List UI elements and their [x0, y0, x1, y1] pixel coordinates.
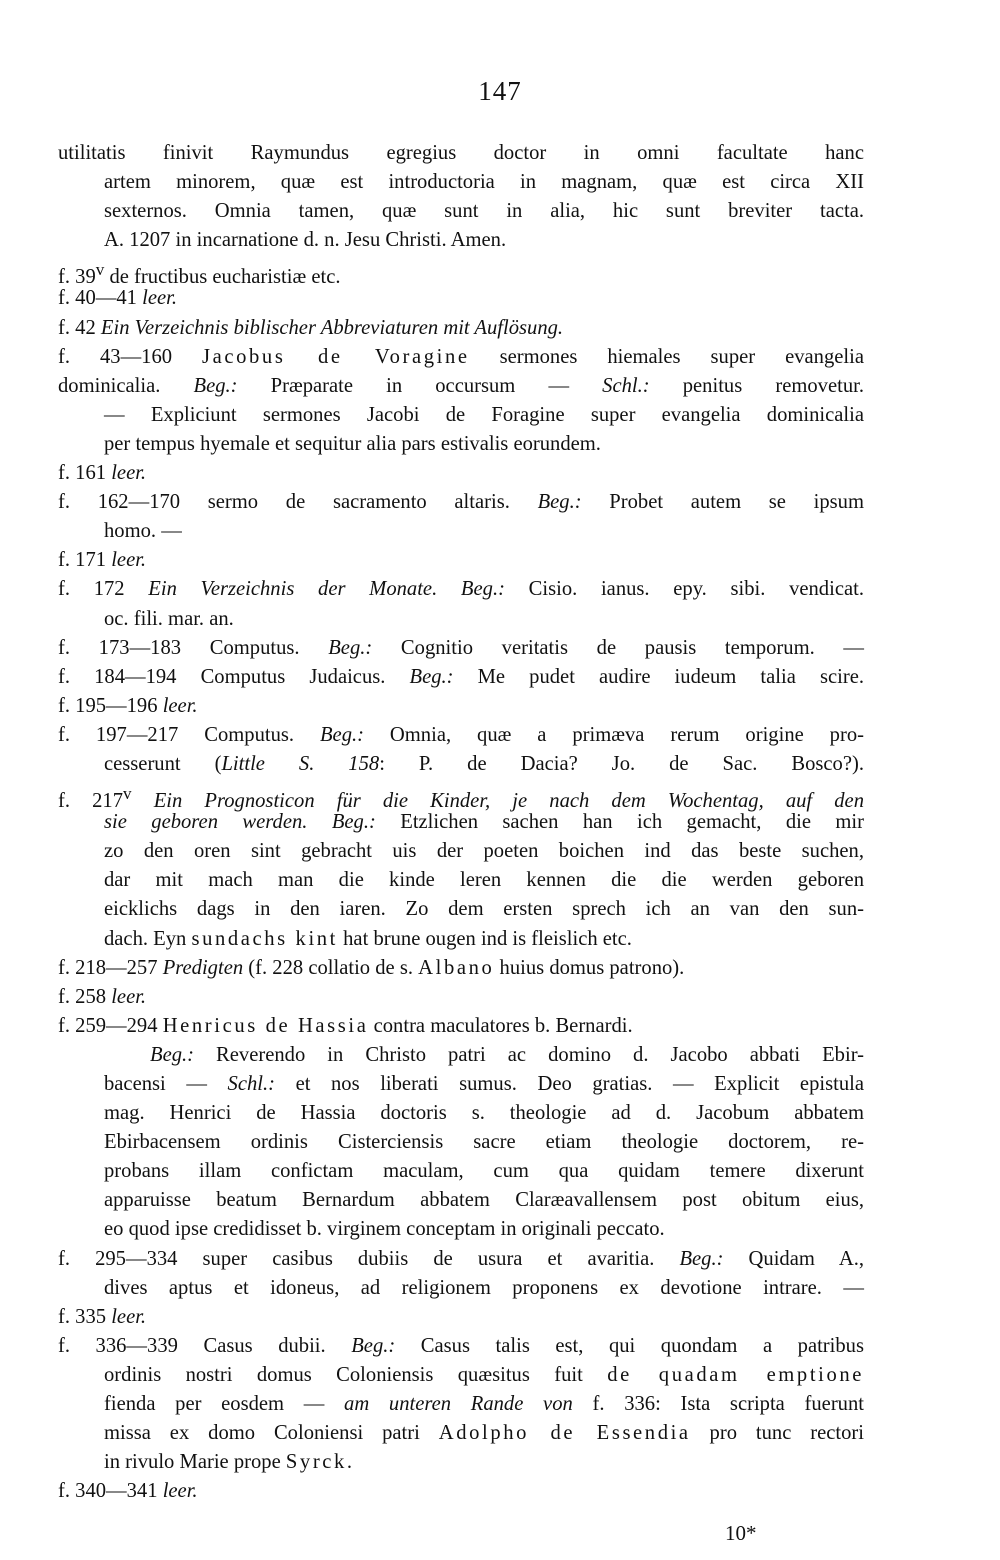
text-segment: Henricus de Hassia [162, 1014, 369, 1037]
text-line [58, 197, 864, 226]
text-segment: bacensi — [104, 1073, 228, 1095]
text-segment: missa ex domo Coloniensi patri [104, 1422, 439, 1445]
text-segment: artem minorem, quæ est introductoria in magnam, quæ est circa XII [104, 171, 864, 194]
text-segment: zo den oren sint gebracht uis der poeten boichen ind das beste suchen, [104, 840, 864, 863]
text-line [58, 1303, 864, 1332]
text-segment: utilitatis finivit Raymundus egregius doctor in omni facultate hanc [58, 142, 864, 164]
text-segment: Ebirbacensem ordinis Cisterciensis sacre etiam theologie doctorem, re- [104, 1131, 864, 1154]
manuscript-description-text [58, 139, 864, 1506]
text-line [58, 1245, 864, 1274]
text-segment: f. 217 [58, 789, 124, 812]
text-segment: f. 173—183 Computus. [58, 636, 329, 659]
text-line [58, 314, 864, 343]
text-line [58, 1390, 864, 1419]
text-segment: Ein Verzeichnis biblischer Abbreviaturen mit Auflösung. [100, 316, 564, 339]
text-line [58, 866, 864, 895]
text-line [58, 634, 864, 663]
text-line [58, 517, 864, 546]
text-segment: Beg.: [460, 578, 505, 601]
text-line [58, 546, 864, 575]
text-segment: cesserunt ( [104, 752, 222, 775]
text-segment: f. 295—334 super casibus dubiis de usura et avaritia. [58, 1247, 680, 1270]
text-segment: leer. [162, 694, 198, 717]
text-segment: Beg.: [328, 636, 373, 659]
text-segment: Beg.: [409, 665, 454, 688]
text-line [58, 1157, 864, 1186]
text-segment: Adolpho de Essendia [438, 1422, 691, 1445]
text-segment: Beg.: [193, 374, 238, 397]
text-segment: f. 43—160 [58, 345, 203, 368]
text-segment: Beg.: [319, 723, 364, 746]
page-number: 147 [478, 76, 522, 106]
text-line [58, 721, 864, 750]
text-segment: Schl.: [227, 1073, 275, 1095]
text-line [58, 343, 864, 372]
text-line [58, 1361, 864, 1390]
text-segment: penitus removetur. [649, 374, 864, 397]
text-segment: f. 335 [58, 1305, 112, 1328]
text-line [58, 1215, 864, 1244]
text-line [58, 1099, 864, 1128]
text-segment: f. 218—257 [58, 956, 163, 979]
text-segment: dach. Eyn [104, 927, 192, 950]
text-segment: leer. [111, 462, 147, 485]
text-segment: f. 40—41 [58, 287, 143, 310]
text-segment: f. 197—217 Computus. [58, 723, 320, 746]
text-line [58, 284, 864, 313]
text-segment: leer. [111, 549, 147, 572]
text-segment: et nos liberati sumus. Deo gratias. — Explicit epistula [274, 1073, 864, 1095]
text-segment: Beg.: [150, 1043, 195, 1066]
text-line [58, 750, 864, 779]
text-line [58, 1448, 864, 1477]
text-line [58, 575, 864, 604]
text-segment: f. 161 [58, 462, 112, 485]
text-line [58, 1128, 864, 1157]
text-segment: de quadam emptione [607, 1363, 864, 1386]
text-segment: Ein Prognosticon für die Kinder, je nach dem Wochentag, auf den [153, 789, 864, 812]
text-segment: Schl.: [602, 374, 650, 397]
text-segment: Casus talis est, qui quondam a patribus [395, 1334, 864, 1357]
text-segment: sermones hiemales super evangelia [469, 345, 864, 368]
text-segment [437, 578, 461, 600]
text-line [58, 139, 864, 168]
text-line [58, 488, 864, 517]
text-segment: Little S. 158 [221, 752, 380, 775]
text-line [58, 779, 864, 812]
text-segment: Beg.: [331, 811, 376, 834]
text-segment: Me pudet audire iudeum talia scire. [453, 665, 864, 688]
text-segment: leer. [162, 1480, 198, 1503]
text-line [58, 895, 864, 924]
text-segment [307, 811, 331, 833]
text-segment: dives aptus et idoneus, ad religionem proponens ex devotione intrare. — [104, 1276, 864, 1299]
text-line [58, 1419, 864, 1448]
text-line [58, 1274, 864, 1303]
text-line [58, 372, 864, 401]
text-line [58, 605, 864, 634]
text-segment: leer. [142, 287, 177, 310]
text-segment: . [346, 1451, 353, 1474]
text-line [58, 255, 864, 289]
text-line [58, 1477, 864, 1506]
text-segment: Quidam A., [723, 1247, 864, 1270]
text-line [58, 983, 864, 1012]
text-segment: Etzlichen sachen han ich gemacht, die mir [375, 811, 864, 834]
text-segment: f. 39 [58, 266, 96, 289]
text-segment: huius domus patrono). [494, 956, 685, 979]
text-segment: mag. Henrici de Hassia doctoris s. theologie ad d. Jacobum abbatem [104, 1102, 864, 1125]
catchword-signature: 10* [725, 1521, 757, 1545]
text-segment: eo quod ipse credidisset b. virginem conceptam in originali peccato. [104, 1218, 665, 1241]
text-line [58, 1070, 864, 1099]
text-segment: Cognitio veritatis de pausis temporum. — [372, 636, 864, 659]
text-line [58, 663, 864, 692]
text-segment: oc. fili. mar. an. [104, 607, 234, 630]
text-segment: f. 340—341 [58, 1480, 163, 1503]
text-segment: dominicalia. [58, 374, 194, 397]
text-segment: de fructibus eucharistiæ etc. [104, 266, 341, 289]
text-line [58, 1012, 864, 1041]
text-segment: pro tunc rectori [690, 1422, 864, 1445]
text-segment: f. 195—196 [58, 694, 163, 717]
text-segment: sexternos. Omnia tamen, quæ sunt in alia, hic sunt breviter tacta. [104, 200, 864, 223]
text-segment: fienda per eosdem — [104, 1393, 345, 1416]
text-line [58, 808, 864, 837]
text-segment: Syrck [285, 1451, 347, 1474]
text-segment: f. 184—194 Computus Judaicus. [58, 665, 410, 688]
text-segment: v [123, 784, 132, 804]
text-segment: f. 336: Ista scripta fuerunt [572, 1393, 864, 1416]
text-segment: f. 42 [58, 316, 101, 339]
text-segment: f. 172 [58, 578, 149, 601]
text-segment: Beg.: [537, 491, 582, 514]
text-line [58, 1041, 864, 1070]
text-segment: Probet autem se ipsum [581, 491, 864, 514]
text-line [58, 1186, 864, 1215]
text-segment: Omnia, quæ a primæva rerum origine pro- [364, 723, 864, 746]
text-segment: homo. — [104, 520, 182, 543]
text-segment: hat brune ougen ind is fleislich etc. [337, 927, 632, 950]
text-line [58, 226, 864, 255]
text-segment: leer. [111, 985, 147, 1008]
text-segment: sie geboren werden. [104, 811, 308, 834]
text-line [58, 692, 864, 721]
text-line [58, 401, 864, 430]
text-segment: sundachs kint [191, 927, 338, 950]
text-segment: Cisio. ianus. epy. sibi. vendicat. [504, 578, 864, 601]
text-segment: Reverendo in Christo patri ac domino d. Jacobo abbati Ebir- [194, 1043, 864, 1066]
text-segment: : P. de Dacia? Jo. de Sac. Bosco?). [379, 752, 864, 775]
text-segment: in rivulo Marie prope [104, 1451, 286, 1474]
text-line [58, 837, 864, 866]
text-segment: f. 162—170 sermo de sacramento altaris. [58, 491, 538, 514]
text-segment: Albano [418, 956, 495, 979]
text-line [58, 459, 864, 488]
text-segment: f. 258 [58, 985, 112, 1008]
text-segment: Beg.: [679, 1247, 724, 1270]
text-line [58, 925, 864, 954]
text-segment: eicklichs dags in den iaren. Zo dem ersten sprech ich an van den sun- [104, 898, 864, 921]
text-segment: v [95, 260, 105, 280]
text-segment: f. 336—339 Casus dubii. [58, 1334, 352, 1357]
text-segment: Jacobus de Voragine [202, 345, 470, 368]
text-line [58, 168, 864, 197]
text-segment: per tempus hyemale et sequitur alia pars estivalis eorundem. [104, 432, 601, 455]
text-segment: probans illam confictam maculam, cum qua quidam temere dixerunt [104, 1160, 864, 1183]
text-segment: f. 259—294 [58, 1014, 163, 1037]
text-segment: A. 1207 in incarnatione d. n. Jesu Christi. Amen. [104, 229, 507, 252]
text-line [58, 430, 864, 459]
text-segment: Ein Verzeichnis der Monate. [148, 578, 438, 601]
text-segment: leer. [111, 1305, 147, 1328]
text-segment: contra maculatores b. Bernardi. [368, 1014, 633, 1037]
text-segment: am unteren Rande von [344, 1393, 573, 1416]
text-segment: ordinis nostri domus Coloniensis quæsitus fuit [104, 1363, 608, 1386]
text-segment: dar mit mach man die kinde leren kennen die die werden geboren [104, 869, 864, 892]
text-line [58, 1332, 864, 1361]
text-segment: Predigten [162, 956, 244, 979]
text-segment: Beg.: [351, 1334, 396, 1357]
text-segment: f. 171 [58, 549, 112, 572]
text-segment: — Expliciunt sermones Jacobi de Foragine super evangelia dominicalia [104, 403, 864, 426]
text-segment: (f. 228 collatio de s. [243, 956, 419, 979]
text-segment: apparuisse beatum Bernardum abbatem Claræavallensem post obitum eius, [104, 1189, 864, 1212]
text-line [58, 954, 864, 983]
text-segment: Præparate in occursum — [237, 374, 603, 397]
